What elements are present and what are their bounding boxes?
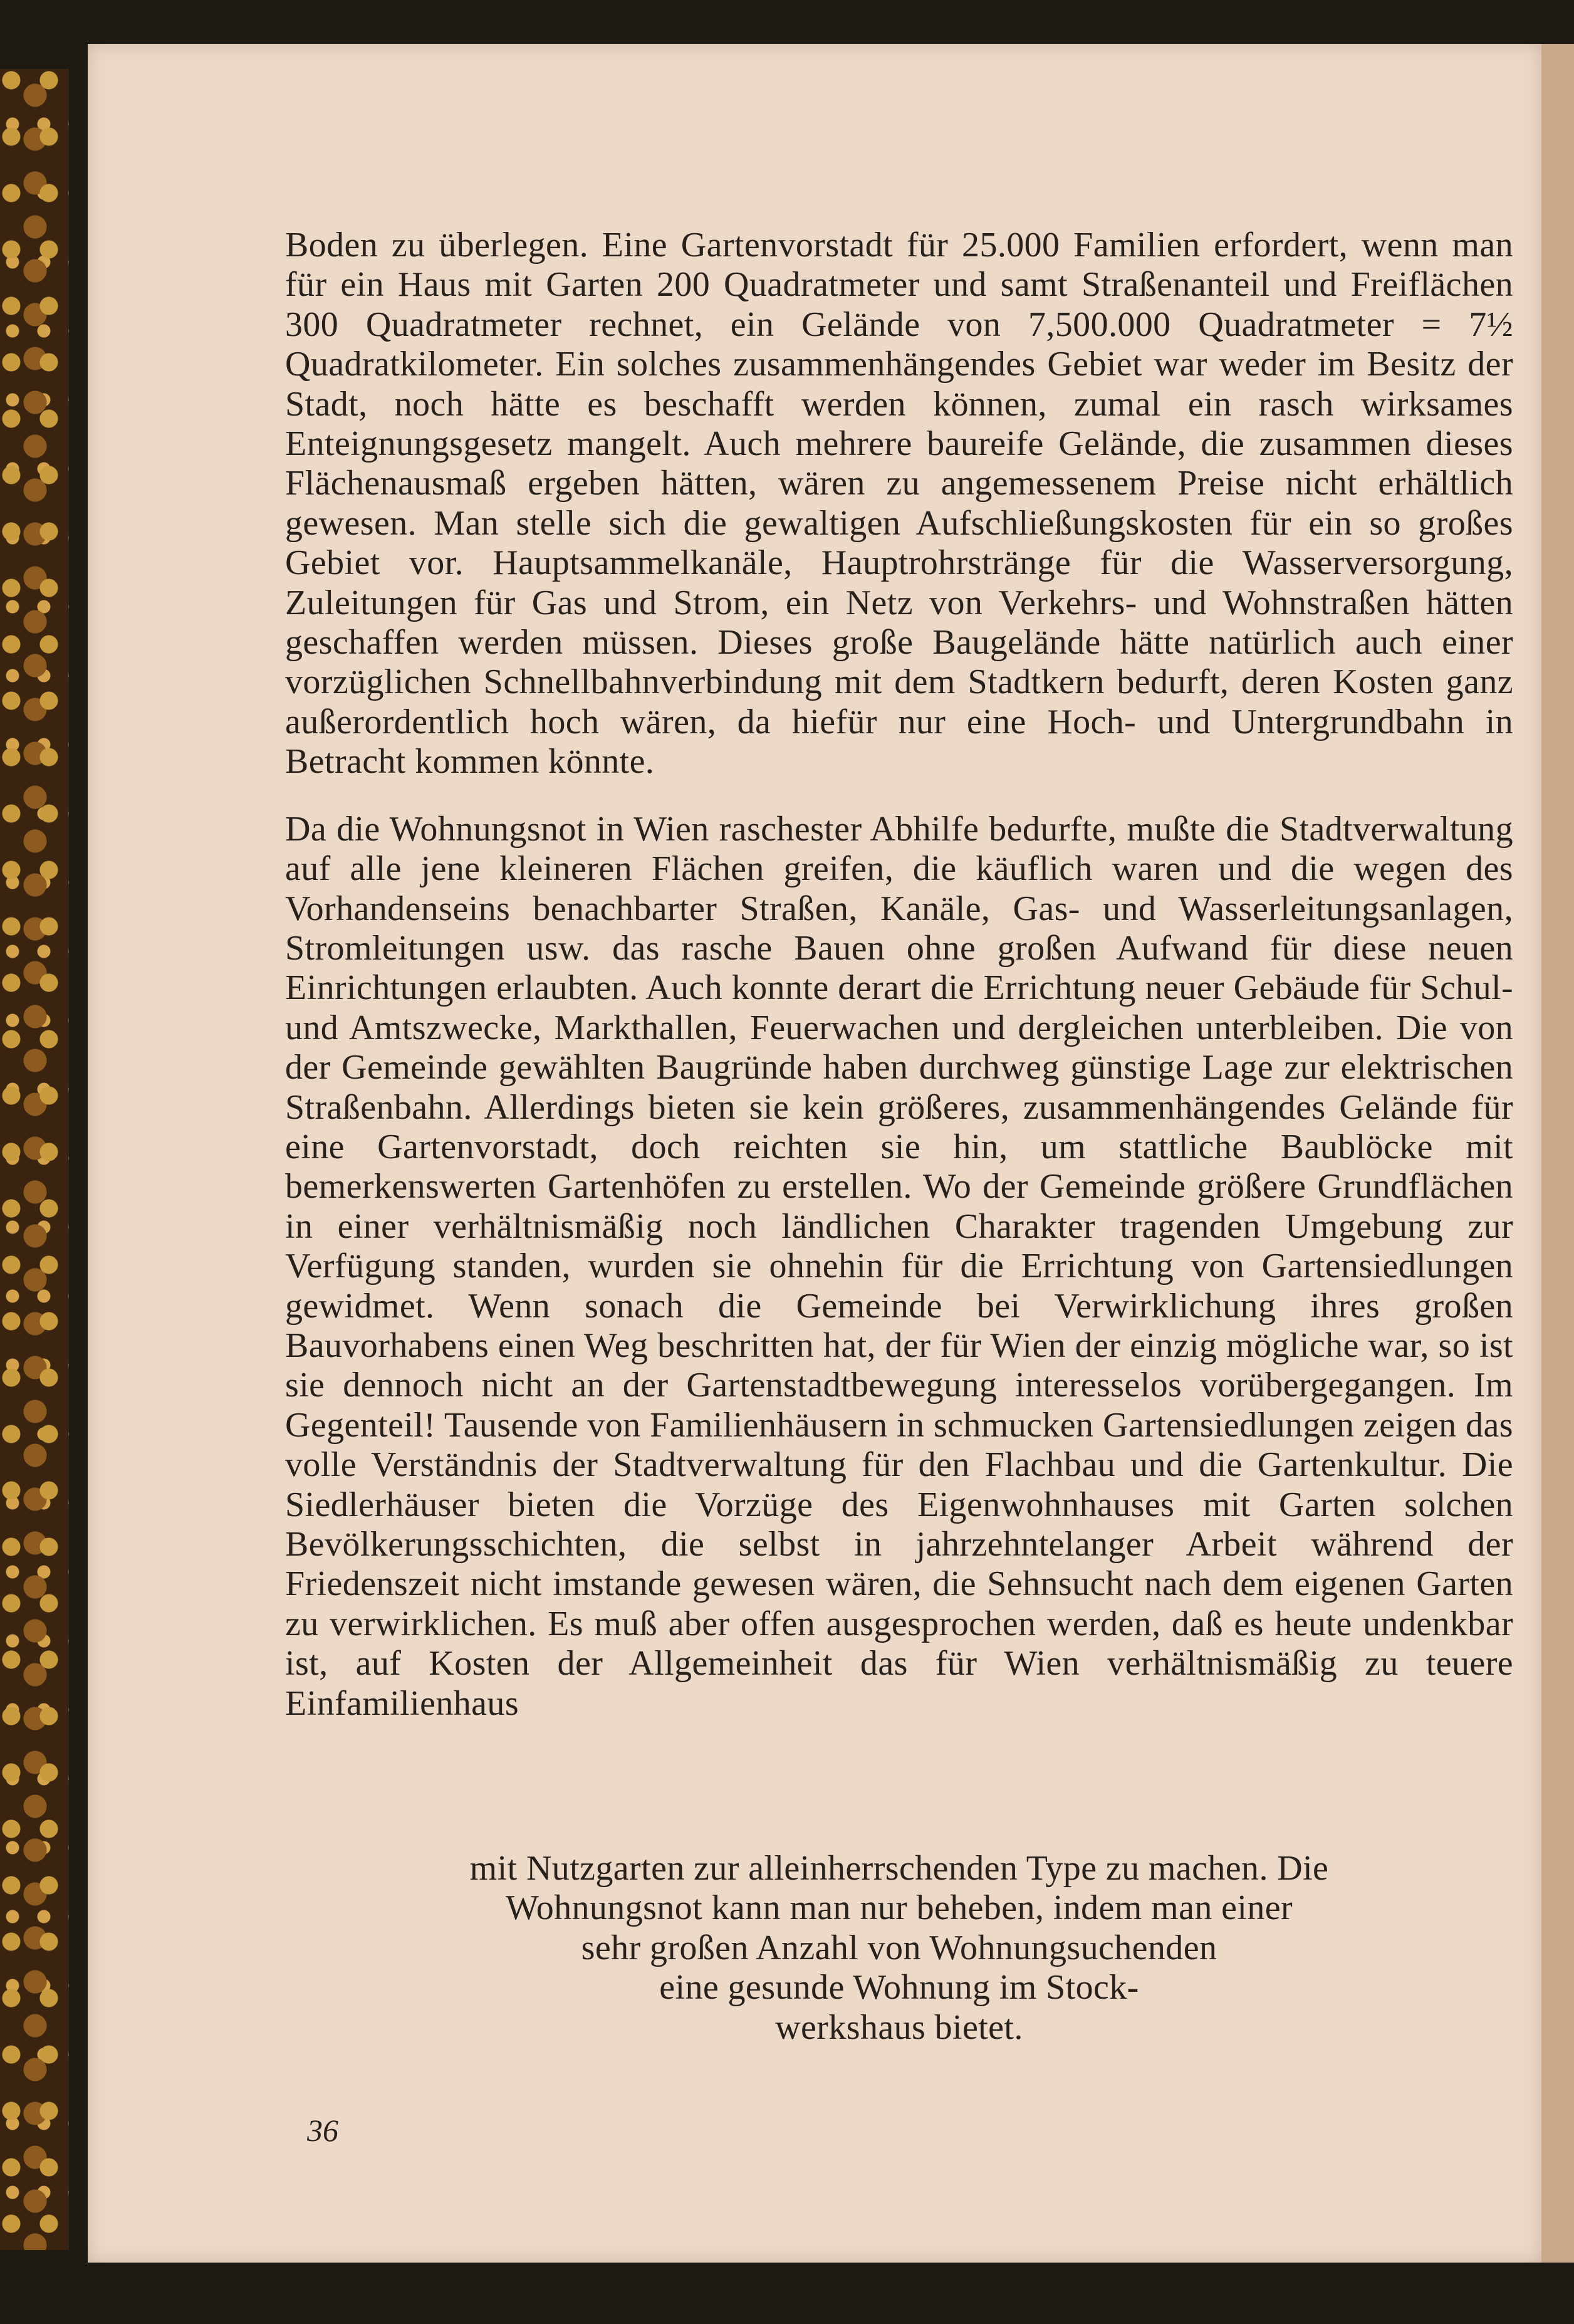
paragraph-1: Boden zu überlegen. Eine Gartenvorstadt für 25.000 Familien erfordert, wenn man für ein Haus mit Garten 200 Quadratmeter und samt Straßenanteil und Freiflächen 300 Quadratmeter rechnet, ein Gelände von 7,500.000 Quadratmeter = 7½ Quadratkilometer. Ein solches zusammenhängendes Gebiet war weder im Besitz der Stadt, noch hätte es beschafft werden können, zumal ein rasch wirksames Enteignungsgesetz mangelt. Auch mehrere baureife Gelände, die zusammen dieses Flächenausmaß ergeben hätten, wären zu angemessenem Preise nicht erhältlich gewesen. Man stelle sich die gewaltigen Aufschließungskosten für ein so großes Gebiet vor. Hauptsammelkanäle, Hauptrohrstränge für die Wasserversorgung, Zuleitungen für Gas und Strom, ein Netz von Verkehrs- und Wohnstraßen hätten geschaffen werden müssen. Dieses große Baugelände hätte natürlich auch einer vorzüglichen Schnellbahnverbindung mit dem Stadtkern bedurft, deren Kosten ganz außerordentlich hoch wären, da hiefür nur eine Hoch- und Untergrundbahn in Betracht kommen könnte.: [285, 226, 1513, 782]
page-number: 36: [307, 2113, 338, 2148]
body-text: [285, 226, 1513, 1724]
tail-line-2: Wohnungsnot kann man nur beheben, indem man einer: [505, 1888, 1293, 1928]
tail-line-3: sehr großen Anzahl von Wohnungsuchenden: [581, 1928, 1217, 1967]
tail-line-1: mit Nutzgarten zur alleinherrschenden Type zu machen. Die: [469, 1849, 1329, 1888]
paragraph-2: Da die Wohnungsnot in Wien raschester Abhilfe bedurfte, mußte die Stadtverwaltung auf alle jene kleineren Flächen greifen, die käuflich waren und die wegen des Vorhandenseins benachbarter Straßen, Kanäle, Gas- und Wasserleitungsanlagen, Stromleitungen usw. das rasche Bauen ohne großen Aufwand für diese neuen Einrichtungen erlaubten. Auch konnte derart die Errichtung neuer Gebäude für Schul- und Amtszwecke, Markthallen, Feuerwachen und dergleichen unterbleiben. Die von der Gemeinde gewählten Baugründe haben durchweg günstige Lage zur elektrischen Straßenbahn. Allerdings bieten sie kein größeres, zusammenhängendes Gelände für eine Gartenvorstadt, doch reichten sie hin, um stattliche Baublöcke mit bemerkenswerten Gartenhöfen zu erstellen. Wo der Gemeinde größere Grundflächen in einer verhältnismäßig noch ländlichen Charakter tragenden Umgebung zur Verfügung standen, wurden sie ohnehin für die Errichtung von Gartensiedlungen gewidmet. Wenn sonach die Gemeinde bei Verwirklichung ihres großen Bauvorhabens einen Weg beschritten hat, der für Wien der einzig mögliche war, so ist sie dennoch nicht an der Gartenstadtbewegung interesselos vorübergegangen. Im Gegenteil! Tausende von Familienhäusern in schmucken Gartensiedlungen zeigen das volle Verständnis der Stadtverwaltung für den Flachbau und die Gartenkultur. Die Siedlerhäuser bieten die Vorzüge des Eigenwohnhauses mit Garten solchen Bevölkerungsschichten, die selbst in jahrzehntelanger Arbeit während der Friedenszeit nicht imstande gewesen wären, die Sehnsucht nach dem eigenen Garten zu verwirklichen. Es muß aber offen ausgesprochen werden, daß es heute undenkbar ist, auf Kosten der Allgemeinheit das für Wien verhältnismäßig zu teuere Einfamilienhaus: [285, 809, 1513, 1723]
book-cover-edge: [0, 69, 69, 2250]
tail-line-5: werkshaus bietet.: [775, 2007, 1023, 2047]
tapered-closing-text: [285, 1849, 1513, 2048]
tail-line-4: eine gesunde Wohnung im Stock-: [659, 1968, 1139, 2007]
page-stack-edge: [1541, 44, 1574, 2263]
